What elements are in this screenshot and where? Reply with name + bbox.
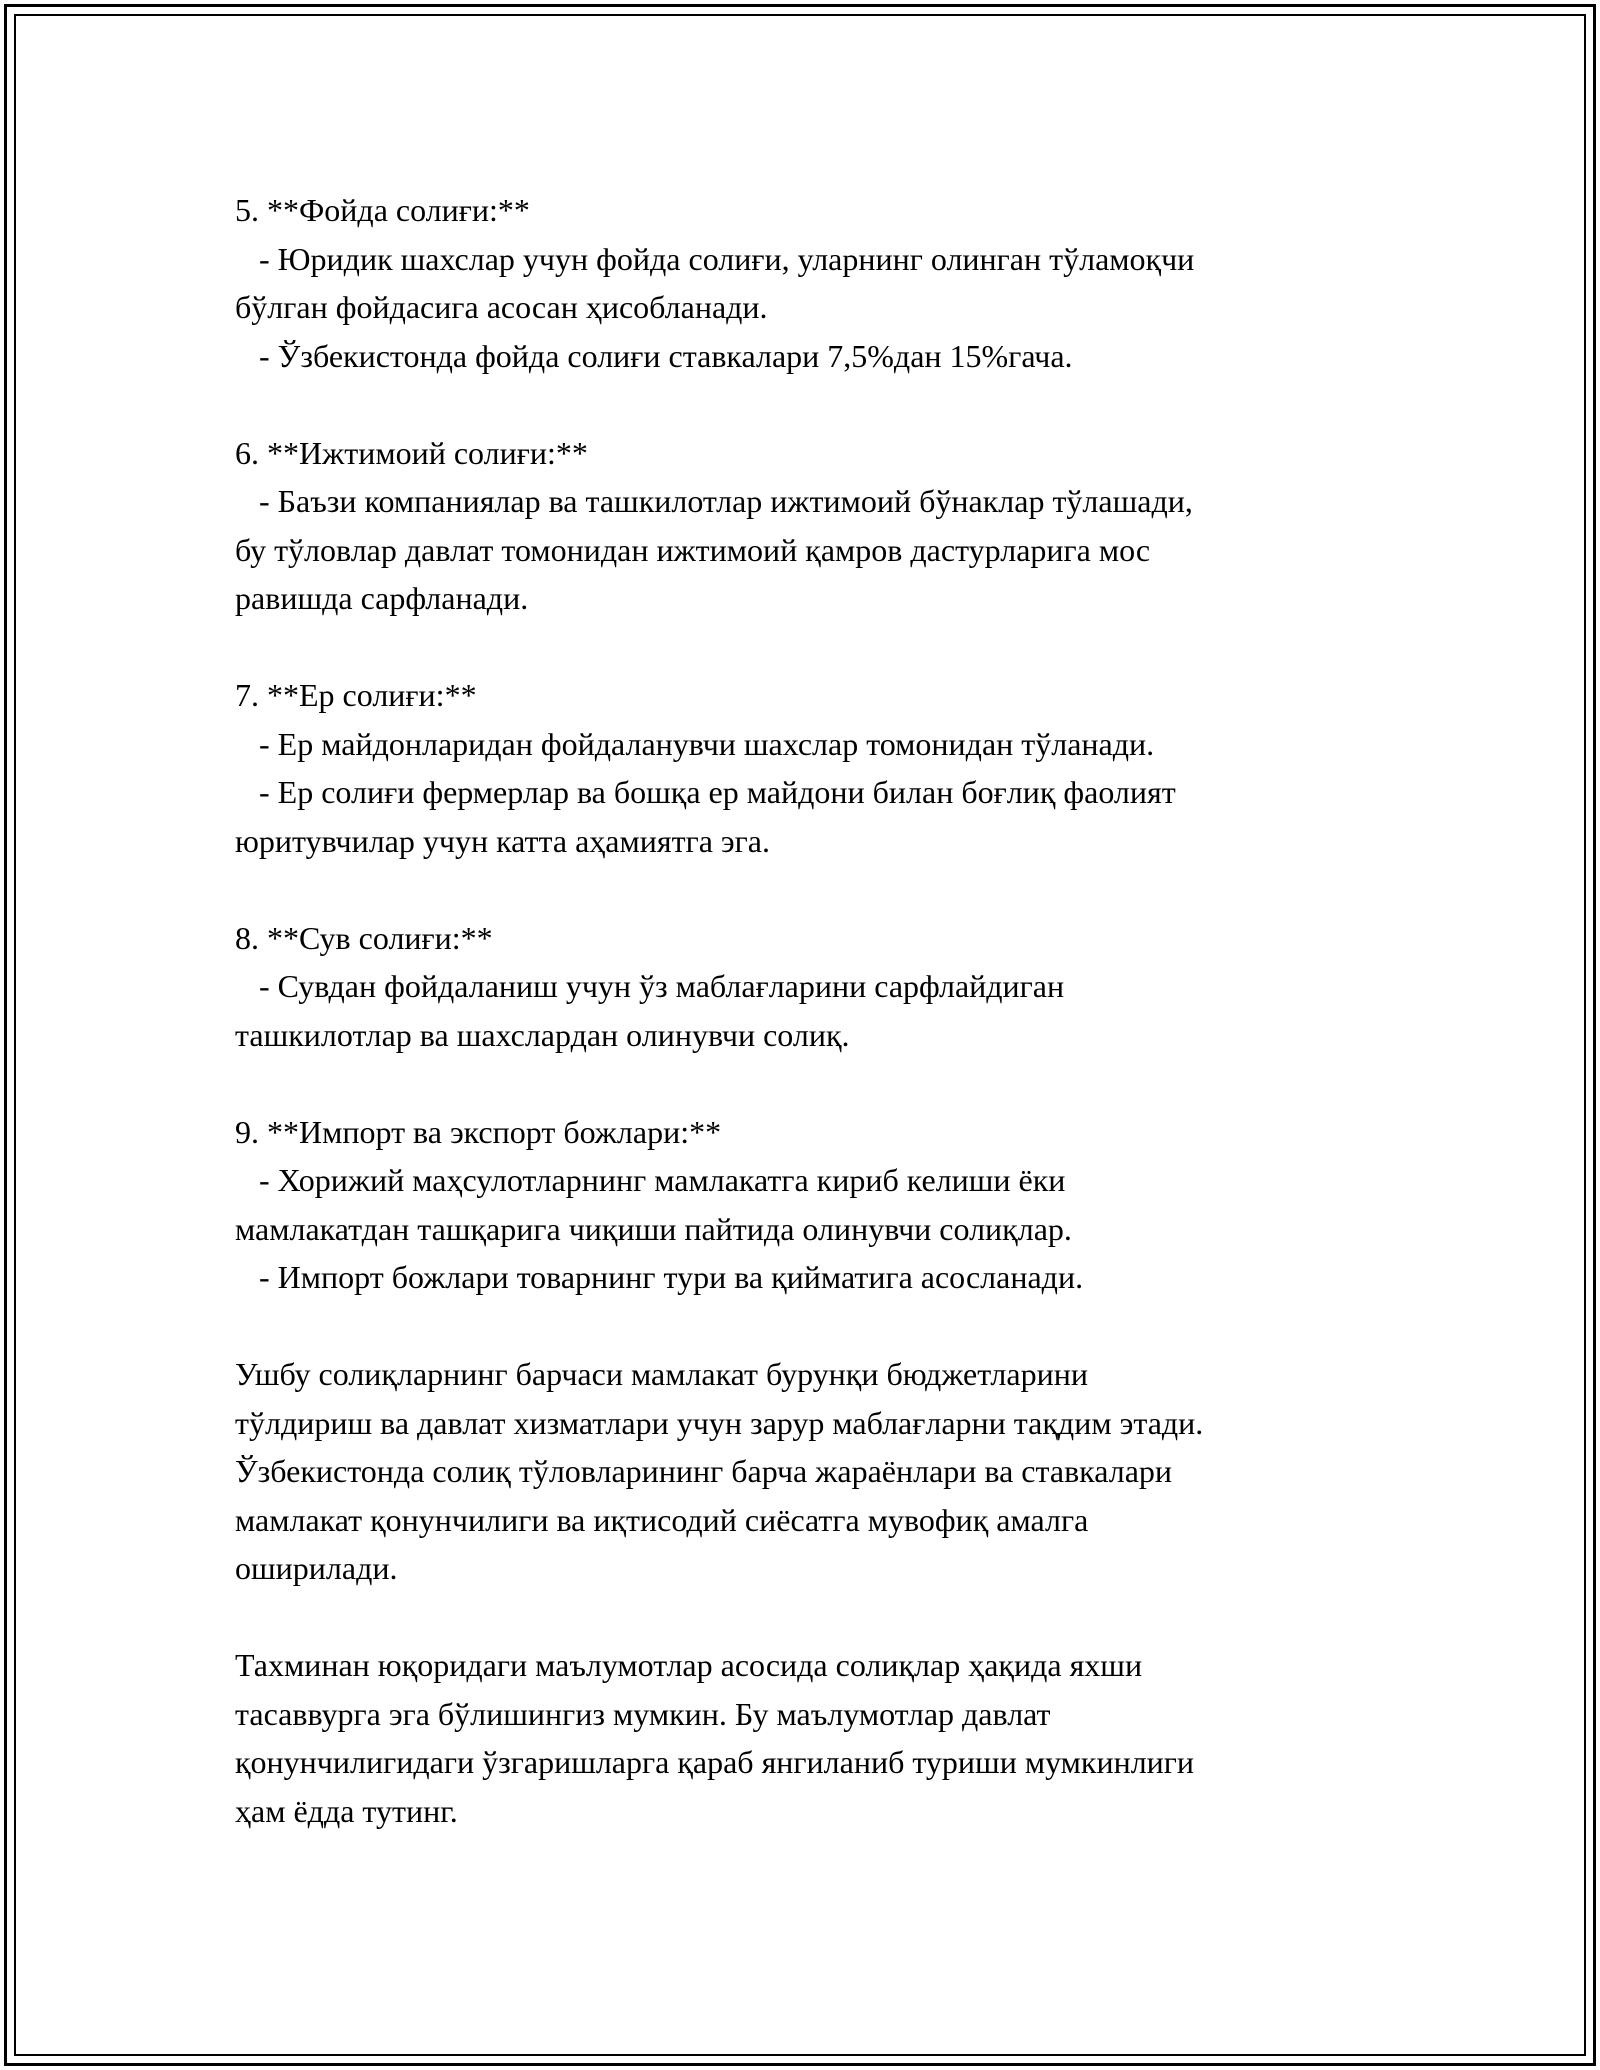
section-heading: 9. **Импорт ва экспорт божлари:** xyxy=(235,1113,722,1150)
summary-paragraph xyxy=(235,1350,1375,1593)
section-9 xyxy=(235,1108,1375,1302)
blank-line xyxy=(235,1059,1375,1108)
closing-paragraph xyxy=(235,1641,1375,1835)
blank-line xyxy=(235,865,1375,914)
blank-line xyxy=(235,1593,1375,1642)
section-line: - Юридик шахслар учун фойда солиғи, уларнинг олинган тўламоқчи xyxy=(235,240,1195,277)
section-line: - Баъзи компаниялар ва ташкилотлар ижтимоий бўнаклар тўлашади, xyxy=(235,483,1193,519)
paragraph-line: қонунчилигидаги ўзгаришларга қараб янгиланиб туриши мумкинлиги xyxy=(235,1744,1195,1780)
paragraph-line: Ушбу солиқларнинг барчаси мамлакат бурунқи бюджетларини xyxy=(235,1356,1088,1392)
section-7 xyxy=(235,671,1375,865)
paragraph-line: ҳам ёдда тутинг. xyxy=(235,1792,458,1829)
section-line: юритувчилар учун катта аҳамиятга эга. xyxy=(235,822,770,859)
paragraph-line: Тахминан юқоридаги маълумотлар асосида солиқлар ҳақида яхши xyxy=(235,1647,1143,1683)
section-heading: 5. **Фойда солиғи:** xyxy=(235,192,530,228)
section-heading: 8. **Сув солиғи:** xyxy=(235,919,493,956)
section-line: - Импорт божлари товарнинг тури ва қийматига асосланади. xyxy=(235,1259,1084,1295)
section-line: мамлакатдан ташқарига чиқиши пайтида олинувчи солиқлар. xyxy=(235,1210,1072,1247)
section-line: - Сувдан фойдаланиш учун ўз маблағларини сарфлайдиган xyxy=(235,968,1065,1004)
blank-line xyxy=(235,623,1375,672)
section-heading: 6. **Ижтимоий солиғи:** xyxy=(235,434,588,471)
paragraph-line: тасаввурга эга бўлишингиз мумкин. Бу маълумотлар давлат xyxy=(235,1695,1051,1732)
blank-line xyxy=(235,1302,1375,1351)
section-5 xyxy=(235,186,1375,380)
section-6 xyxy=(235,429,1375,623)
section-line: - Хорижий маҳсулотларнинг мамлакатга кириб келиши ёки xyxy=(235,1162,1066,1198)
section-line: - Ер майдонларидан фойдаланувчи шахслар томонидан тўланади. xyxy=(235,725,1155,762)
paragraph-line: мамлакат қонунчилиги ва иқтисодий сиёсатга мувофиқ амалга xyxy=(235,1501,1089,1538)
section-line: бўлган фойдасига асосан ҳисобланади. xyxy=(235,289,768,325)
blank-line xyxy=(235,380,1375,429)
document-body xyxy=(235,186,1375,1835)
section-line: - Ер солиғи фермерлар ва бошқа ер майдони билан боғлиқ фаолият xyxy=(235,774,1176,810)
paragraph-line: оширилади. xyxy=(235,1550,398,1586)
section-line: бу тўловлар давлат томонидан ижтимоий қамров дастурларига мос xyxy=(235,531,1151,568)
paragraph-line: тўлдириш ва давлат хизматлари учун зарур маблағларни тақдим этади. xyxy=(235,1404,1204,1441)
section-line: равишда сарфланади. xyxy=(235,580,529,616)
section-line: ташкилотлар ва шахслардан олинувчи солиқ. xyxy=(235,1016,850,1053)
section-heading: 7. **Ер солиғи:** xyxy=(235,677,477,713)
section-line: - Ўзбекистонда фойда солиғи ставкалари 7,5%дан 15%гача. xyxy=(235,337,1073,374)
section-8 xyxy=(235,914,1375,1060)
paragraph-line: Ўзбекистонда солиқ тўловларининг барча жараёнлари ва ставкалари xyxy=(235,1453,1173,1489)
